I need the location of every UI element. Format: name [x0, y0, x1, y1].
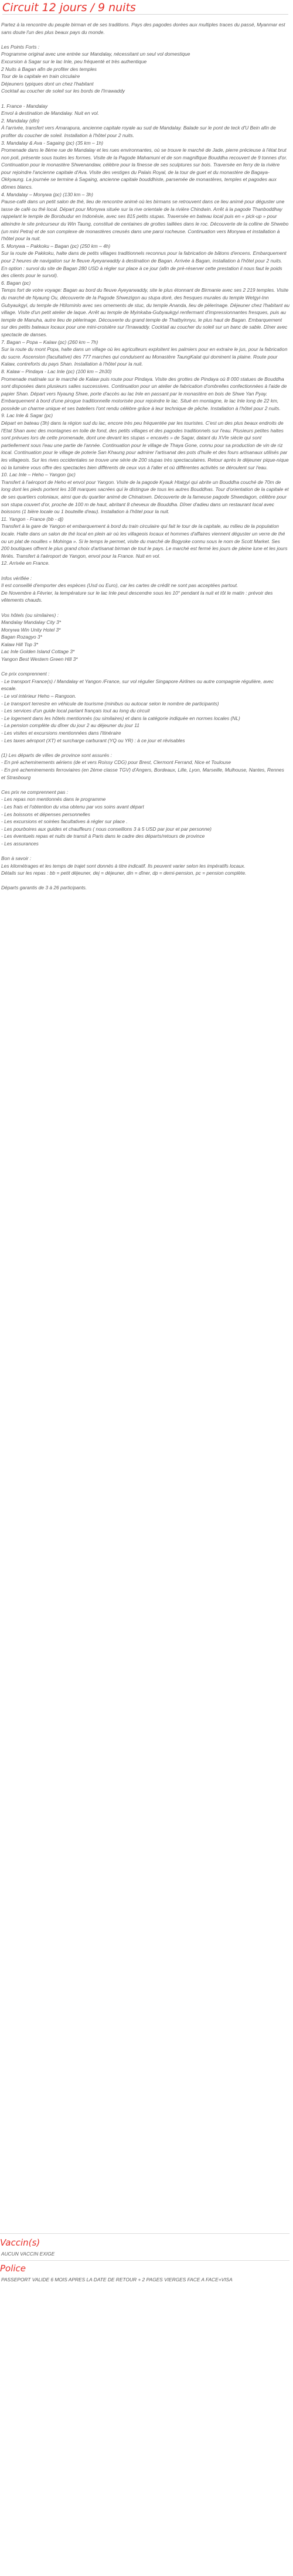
itinerary-day: 4. Mandalay – Monywa (pc) (130 km – 3h) Pause-café dans un petit salon de thé, lieu de rencontre animé où les birmans se retrouvent dans ce lieu animé pour déguster une tasse de café ou thé local. Départ pour Monywa située sur la rive orientale de la rivière Chindwin. Arrêt à la pagode Thanboddhay rappelant le temple de Borobudur en Indonésie, avec ses 815 petits stupas. Traversée en bateau local puis en « pick-up » pour atteindre le site précurseur du Win Taung, constitué de centaines de grottes taillées dans le roc. Découverte de la colline de Shwebo (un mini Petra) et de son complexe de monastères creusés dans une paroi rocheuse. Continuation vers Monywa et installation à l'hôtel pour la nuit. [1, 191, 289, 242]
spacer [0, 781, 289, 789]
hotel-item: Yangon Best Western Green Hill 3* [1, 656, 78, 663]
condition-item: - En pré acheminements ferroviaires (en 2ème classe TGV) d'Angers, Bordeaux, Lille, Lyon, Marseille, Mulhouse, Nantes, Rennes et Strasbourg [1, 766, 286, 780]
vaccines-title: Vaccin(s) [0, 2237, 40, 2248]
price-excludes-item: - Les assurances [1, 840, 39, 847]
itinerary-day: 5. Monywa – Pakkoku – Bagan (pc) (250 km – 4h) Sur la route de Pakkoku, halte dans de petits villages traditionnels reconnus pour la fabrication de bâtons d'encens. Embarquement pour 2 heures de navigation sur le fleuve Ayeyarwaddy à destination de Bagan. Arrivée à Bagan, installation à l'hôtel pour 2 nuits. En option : survol du site de Bagan 280 USD à régler sur place à ce jour (afin de pré-réserver cette prestation il nous faut le poids des clients pour le survol). [1, 243, 287, 279]
itinerary-day: 1. France - Mandalay Envol à destination de Mandalay. Nuit en vol. [1, 103, 99, 117]
price-excludes-item: - Les excursions et soirées facultatives à régler sur place . [1, 818, 128, 825]
spacer [0, 663, 289, 671]
info-title: Infos vérifiée : [1, 575, 32, 581]
spacer [0, 95, 289, 103]
price-includes-item: - Les visites et excursions mentionnées dans l'itinéraire [1, 730, 121, 736]
hotels-title: Vos hôtels (ou similaires) : [1, 612, 59, 618]
highlight-item: Cocktail au coucher de soleil sur les bords de l'Irrawaddy [1, 88, 125, 94]
highlights-title: Les Points Forts : [1, 43, 40, 50]
price-includes-item: - Les services d'un guide local parlant français tout au long du circuit [1, 708, 150, 714]
police-title: Police [0, 2263, 26, 2274]
itinerary-day: 9. Lac Inle & Sagar (pc) Départ en bateau (3h) dans la région sud du lac, encore très peu fréquentée par les touristes. C'est un des plus beaux endroits de l'Etat Shan avec des montagnes en toile de fond, des petits villages et des pagodes traditionnels sur l'eau. Plusieurs petites haltes sont prévues lors de cette promenade, dont une devant les stupas « encavés » de Sagar, datant du XVIe siècle qui sont partiellement sous l'eau une partie de l'année. Continuation pour le village de Thaya Gone, connu pour sa production de vin de riz local. Continuation pour le village de poterie San Khaung pour admirer l'artisanat des pots d'huile et des fours artisanaux utilisés par les villageois. Sur les rives occidentales se trouve une série de 200 stupas très spectaculaires. Retour après le déjeuner pique-nique où la lumière vous offre des spectacles bien différents de ceux vus à l'aller et où différentes activités se déroulent sur l'eau. [1, 412, 289, 470]
price-includes-title: Ce prix comprennent : [1, 671, 50, 677]
itinerary-day: 12. Arrivée en France. [1, 560, 50, 567]
spacer [0, 604, 289, 612]
spacer [0, 36, 289, 43]
highlight-item: Tour de la capitale en train circulaire [1, 73, 80, 80]
price-includes-item: - Le vol intérieur Heho – Rangoon. [1, 693, 77, 700]
price-includes-item: - La pension complète du dîner du jour 2 au déjeuner du jour 11 [1, 722, 139, 729]
good-to-know-item: Les kilométrages et les temps de trajet sont donnés à titre indicatif. Ils peuvent varier selon les impératifs locaux. [1, 862, 246, 869]
itinerary-day: 11. Yangon - France (bb - dj) Transfert à la gare de Yangon et embarquement à bord du train circulaire qui fait le tour de la capitale, au milieu de la population locale. Halte dans un salon de thé local en plein air où les villageois locaux et hommes d'affaires viennent déguster un verre de thé ou un plat de nouilles « Mohinga ». Si le temps le permet, visite du marché de Bogyoke connu sous le nom de Scott Market. Ses 200 boutiques offrent le plus grand choix d'artisanat birman de tout le pays. Le marché est fermé les jours de pleine lune et les jours fériés. Transfert à l'aéroport de Yangon, envol pour la France. Nuit en vol. [1, 516, 288, 559]
price-excludes-item: - Les frais et l'obtention du visa obtenu par vos soins avant départ [1, 803, 144, 810]
highlight-item: Excursion à Sagar sur le lac Inle, peu fréquenté et très authentique [1, 58, 147, 64]
price-excludes-item: - Les pourboires aux guides et chauffeurs ( nous conseillons 3 à 5 USD par jour et par personne) [1, 825, 212, 832]
good-to-know-item: Détails sur les repas : bb = petit déjeuner, dej = déjeuner, din = dîner, dp = demi-pension, pc = pension complète. [1, 870, 247, 876]
price-excludes-item: - Les repas non mentionnés dans le programme [1, 796, 106, 803]
price-includes-item: - Le logement dans les hôtels mentionnés (ou similaires) et dans la catégorie indiquée en normes locales (NL) [1, 715, 240, 721]
hotel-item: Lac Inle Golden Island Cottage 3* [1, 649, 75, 655]
itinerary-day: 10. Lac Inle – Heho – Yangon (pc) Transfert à l'aéroport de Heho et envol pour Yangon. Visite de la pagode Kyauk Htatgyi qui abrite un Bouddha couché de 70m de long dont les pieds portent les 108 marques sacrées qui le distingue de tous les autres Bouddhas. Tour d'orientation de la capitale et de ses quartiers coloniaux, ainsi que du quartier animé de Chinatown. Découverte de la fameuse pagode Shwedagon, célèbre pour son stupa couvert d'or, proche de 100 m de haut, abritant 8 cheveux de Bouddha. Dîner d'adieu dans un restaurant local avec boissons (1 bière locale ou 1 bouteille d'eau). Installation à l'hôtel pour la nuit. [1, 472, 289, 515]
price-excludes-item: - Les boissons et dépenses personnelles [1, 811, 90, 817]
itinerary-day: 6. Bagan (pc) Temps fort de votre voyage: Bagan au bord du fleuve Ayeyarwaddy, site le plus étonnant de Birmanie avec ses 2 219 temples. Visite du marché de Nyaung Ou, découverte de la Pagode Shwezigon au stupa doré, des fresques murales du temple Wetgyi-Inn Gubyaukgyi, du temple de Htilominlo avec ses ornements de stuc, du temple Ananda, lieu de pèlerinage. Déjeuner chez l'habitant au village. Visite d'un petit atelier de laque. Arrêt au temple de Myinkaba-Gubyaukgyi renfermant d'impressionnantes fresques, puis au temple de Manuha, autre lieu de pèlerinage. Découverte du grand temple de Thatbyinnyu, le plus haut de Bagan. Embarquement sur des petits bateaux locaux pour une mini-croisière sur l'Irrawaddy. Cocktail au coucher du soleil sur un banc de sable. Dîner avec spectacle de danses. [1, 279, 289, 337]
condition-item: - En pré acheminements aériens (de et vers Roissy CDG) pour Brest, Clermont Ferrand, Nice et Toulouse [1, 759, 231, 766]
hotel-item: Monywa Win Unity Hotel 3* [1, 626, 61, 633]
hotel-item: Bagan Rozagyo 3* [1, 634, 42, 640]
price-excludes-item: - Les éventuels repas et nuits de transit à Paris dans le cadre des départs/retours de province [1, 833, 205, 840]
trip-description [0, 21, 289, 892]
info-item: Il est conseillé d'emporter des espèces (Usd ou Euro), car les cartes de crédit ne sont pas acceptées partout. [1, 582, 239, 589]
itinerary-day: 3. Mandalay & Ava - Sagaing (pc) (35 km – 1h) Promenade dans le 8ème rue de Mandalay et les rues environnantes, où se trouve le marché de Jade, pierre précieuse à l'état brut non poli, présente sous toutes les formes. Visite de la Pagode Mahamuni et de son magnifique Bouddha recouvert de 9 tonnes d'or. Continuation pour le monastère Shwenandaw, célèbre pour la finesse de ses sculptures sur bois. Traversée en ferry de la rivière pour rejoindre l'ancienne capitale d'Ava. Visite des vestiges du Palais Royal, de la tour de guet et du monastère de Bagaya-Okkyaung. La journée se termine à Sagaing, ancienne capitale bouddhiste, parsemée de monastères, temples et pagodes aux dômes blancs. [1, 139, 288, 190]
info-item: De Novembre à Février, la température sur le lac Inle peut descendre sous les 10° pendant la nuit et tôt le matin : prévoir des vêtements chauds. [1, 589, 274, 603]
title-divider [2, 14, 288, 15]
vaccines-text: AUCUN VACCIN EXIGE [1, 2251, 55, 2257]
price-excludes-title: Ces prix ne comprennent pas : [1, 789, 69, 795]
spacer [0, 567, 289, 575]
itinerary-day: 7. Bagan – Popa – Kalaw (pc) (260 km – 7h) Sur la route du mont Popa, halte dans un village où les agriculteurs exploitent les palmiers pour en extraire le jus, pour la fabrication du sucre. Ascension (facultative) des 777 marches qui conduisent au Monastère TaungKalat qui dominent la plaine. Route pour Kalaw, contreforts du pays Shan. Installation à l'hôtel pour la nuit. [1, 339, 288, 367]
departures-text: Départs garantis de 3 à 26 participants. [1, 885, 87, 891]
spacer [0, 848, 289, 855]
price-includes-item: - Le transport terrestre en véhicule de tourisme (minibus ou autocar selon le nombre de participants) [1, 700, 219, 707]
police-divider [0, 2260, 289, 2261]
highlight-item: Déjeuners typiques dont un chez l'habitant [1, 80, 94, 87]
vaccines-divider [0, 2233, 289, 2234]
itinerary-day: 8. Kalaw – Pindaya - Lac Inle (pc) (100 km – 2h30) Promenade matinale sur le marché de Kalaw puis route pour Pindaya. Visite des grottes de Pindaya où 8 000 statues de Bouddha sont disposées dans plusieurs salles successives. Continuation pour un atelier de fabrication d'ombrelles confectionnées à l'aide de papier Shan. Départ vers Nyaung Shwe, porte d'accès au lac Inle en passant par le monastère en bois de Shwe Yan Pyay. Embarquement à bord d'une pirogue traditionnelle motorisée pour rejoindre le lac. Situé en montagne, le lac Inle long de 22 km, possède un charme unique et ses bateliers l'ont rendu célèbre grâce à leur technique de pêche. Installation à l'hôtel pour 2 nuits. [1, 368, 287, 411]
hotel-item: Mandalay Mandalay City 3* [1, 619, 61, 626]
itinerary-day: 2. Mandalay (dîn) À l'arrivée, transfert vers Amarapura, ancienne capitale royale au sud de Mandalay. Balade sur le pont de teck d'U Bein afin de profiter du coucher de soleil. Installation à l'hôtel pour 2 nuits. [1, 117, 276, 138]
highlight-item: Programme original avec une entrée sur Mandalay, nécessitant un seul vol domestique [1, 51, 190, 57]
hotel-item: Kalaw Hill Top 3* [1, 641, 38, 647]
police-text: PASSEPORT VALIDE 6 MOIS APRES LA DATE DE RETOUR + 2 PAGES VIERGES FACE A FACE+VISA [1, 2277, 233, 2282]
good-to-know-title: Bon à savoir : [1, 855, 32, 862]
price-includes-item: - Le transport France(s) / Mandalay et Yangon /France, sur vol régulier Singapore Airlines ou autre compagnie régulière, avec escale. [1, 678, 275, 692]
spacer [0, 877, 289, 885]
trip-title: Circuit 12 jours / 9 nuits [2, 1, 136, 14]
condition-item: (1) Les départs de villes de province sont assurés : [1, 752, 112, 758]
highlight-item: 2 Nuits à Bagan afin de profiter des temples [1, 66, 97, 72]
spacer [0, 744, 289, 752]
price-includes-item: - Les taxes aéroport (XT) et surcharge carburant (YQ ou YR) : à ce jour et révisables [1, 737, 185, 743]
intro-text: Partez à la rencontre du peuple birman et de ses traditions. Pays des pagodes dorées aux multiples traces du passé, Myanmar est sans doute l'un des plus beaux pays du monde. [1, 22, 287, 35]
